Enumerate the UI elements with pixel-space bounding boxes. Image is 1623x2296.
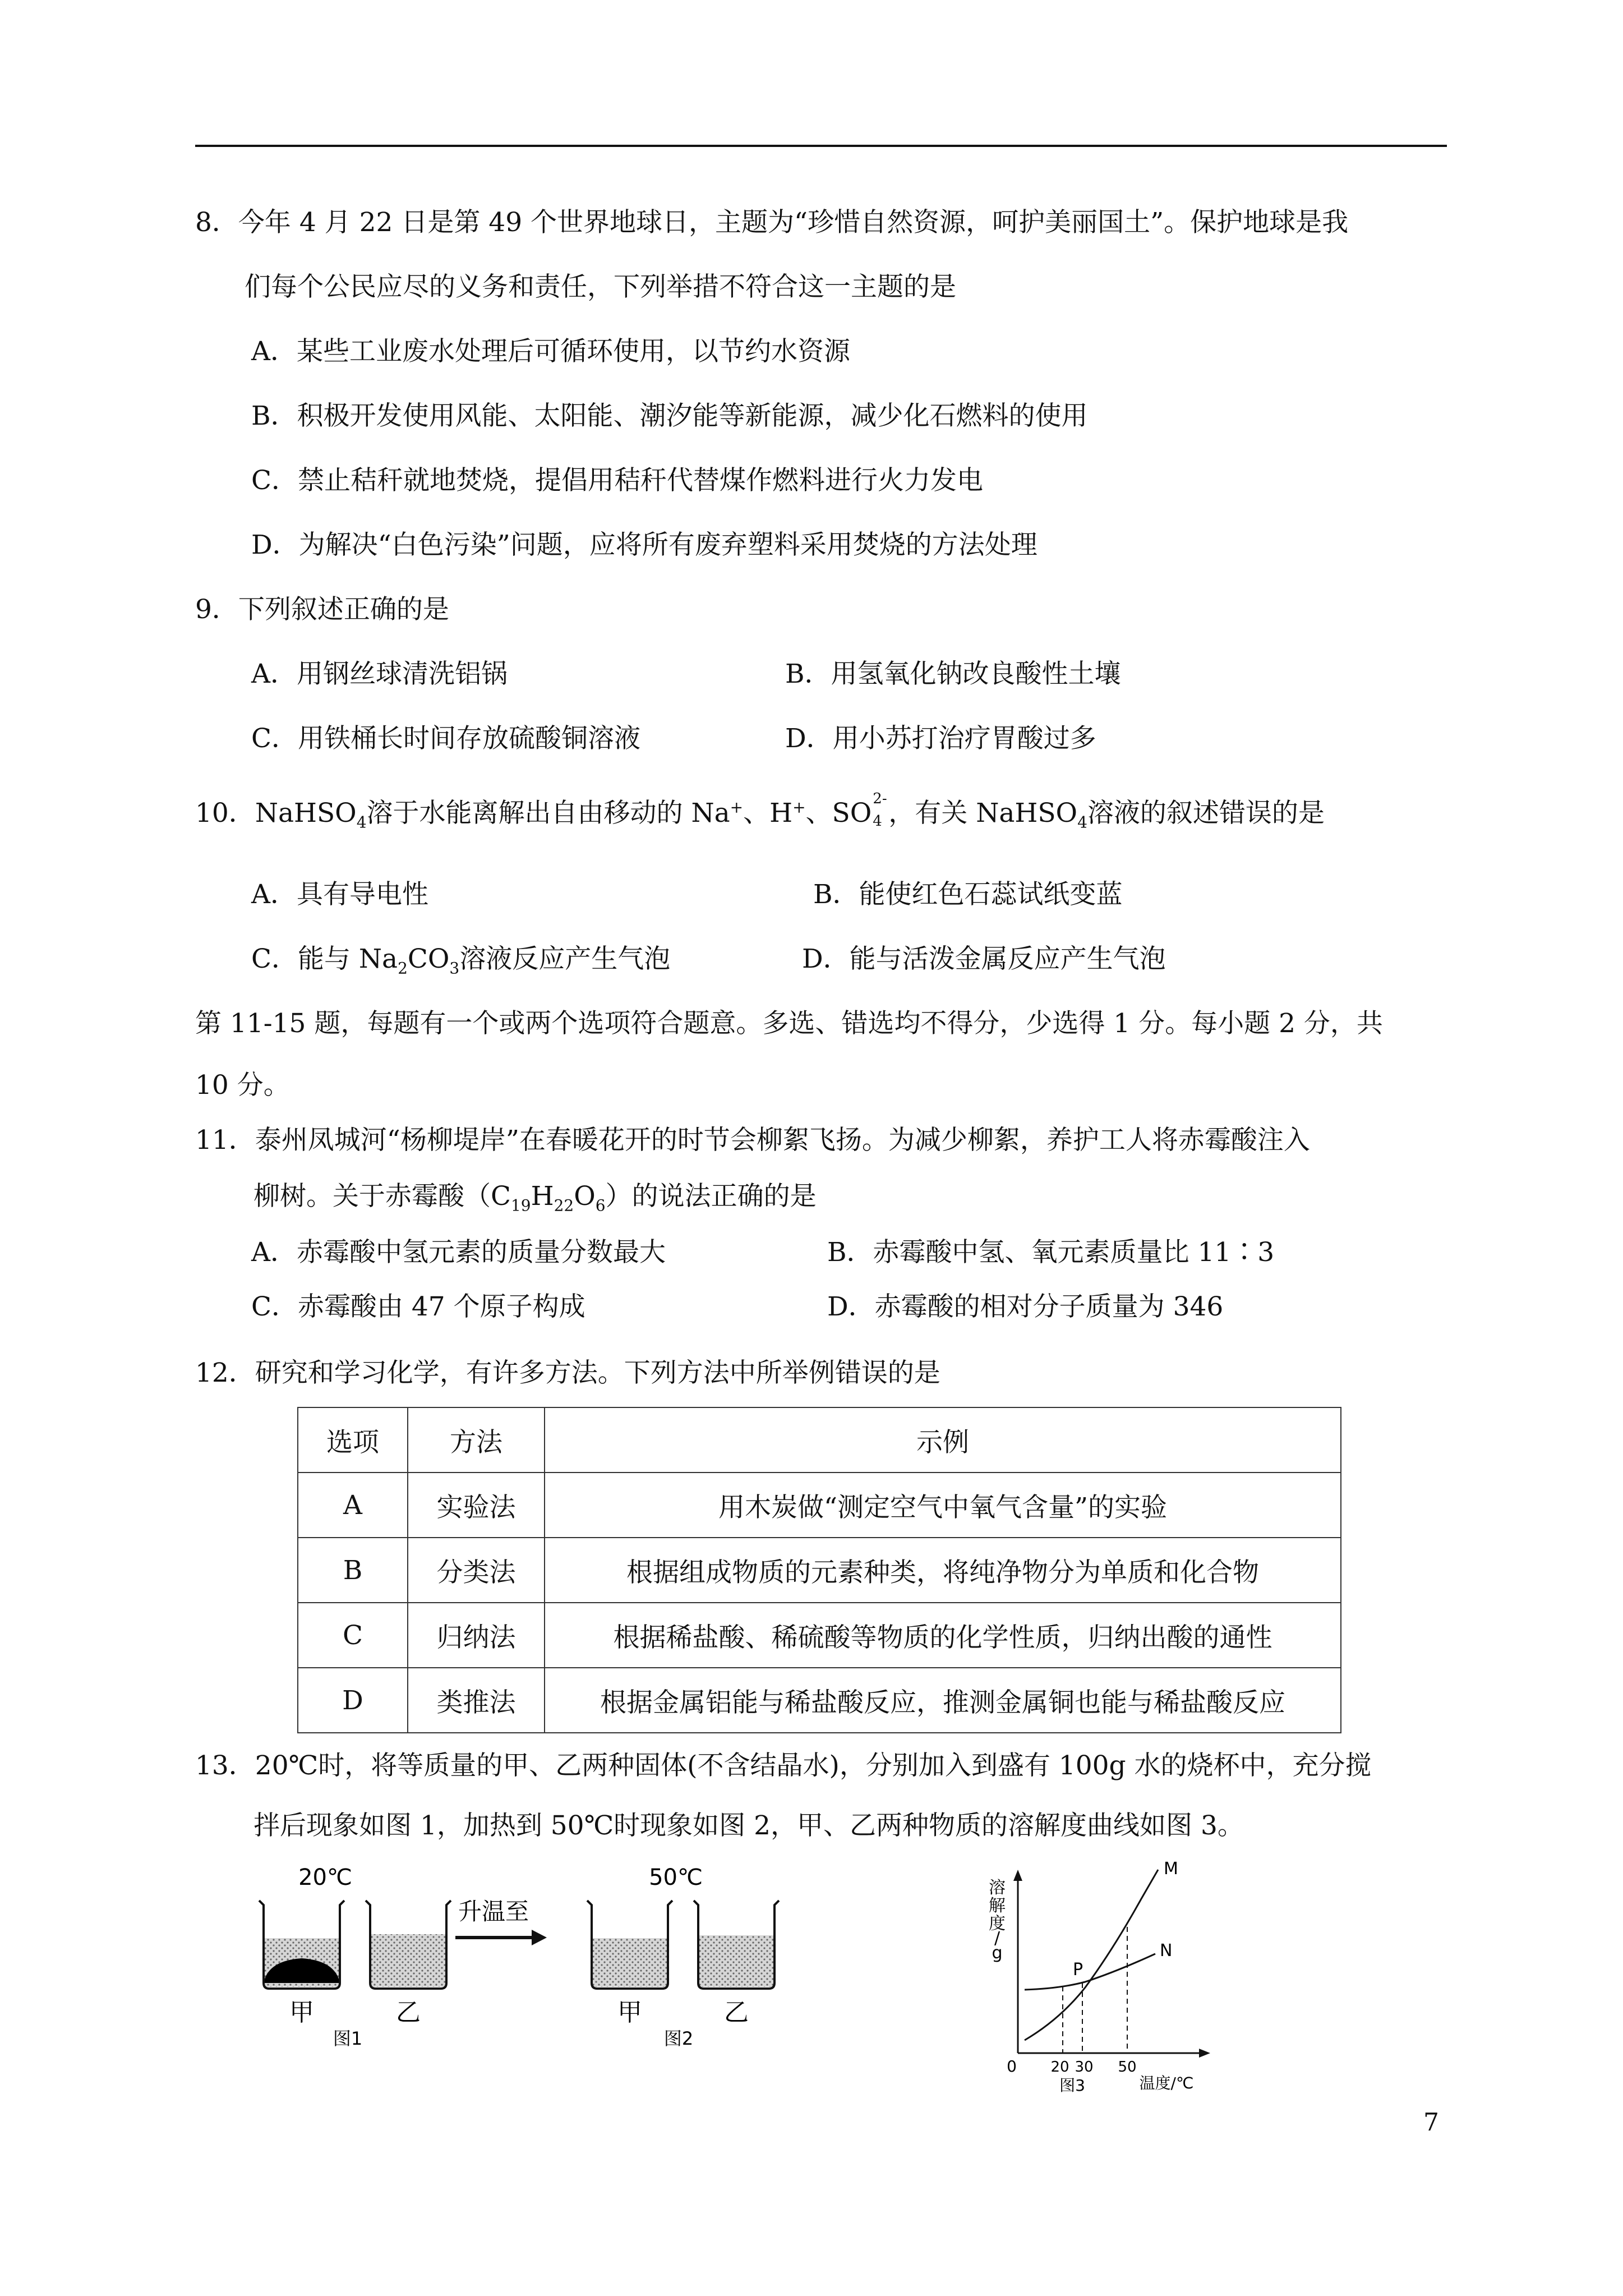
y-axis <box>1013 1870 1022 2053</box>
q11-stem-line2: 柳树。关于赤霉酸$(C_{19}H_{22}O_6)$的说法正确的是 <box>253 1181 817 1215</box>
beaker-label-jia: 甲 <box>289 1998 314 2027</box>
figure-2-caption: 图2 <box>663 2028 694 2049</box>
table-cell: 根据稀盐酸、稀硫酸等物质的化学性质，归纳出酸的通性 <box>545 1603 1341 1668</box>
q10-option-a: A．具有导电性 <box>251 879 428 910</box>
beaker-label-yi: 乙 <box>724 1998 749 2027</box>
figure-3-caption: 图3 <box>1059 2076 1085 2095</box>
table-cell: A <box>298 1473 408 1538</box>
section-instruction-line1: 第 11-15 题，每题有一个或两个选项符合题意。多选、错选均不得分，少选得 1 分。每小题 2 分，共 <box>195 1008 1383 1039</box>
table-row <box>298 1473 1341 1538</box>
q9-option-a: A．用钢丝球清洗铝锅 <box>251 659 508 689</box>
q8-option-a: A．某些工业废水处理后可循环使用，以节约水资源 <box>251 336 850 367</box>
q10-option-c: C．能与 $Na_2CO_3$溶液反应产生气泡 <box>251 944 671 978</box>
svg-text:溶: 溶 <box>989 1878 1006 1898</box>
table-cell: C <box>298 1603 408 1668</box>
x-axis <box>1018 2049 1210 2058</box>
temperature-label-50: 50℃ <box>649 1868 703 1890</box>
q8-stem-line2: 们每个公民应尽的义务和责任，下列举措不符合这一主题的是 <box>245 272 956 302</box>
curve-m-label: M <box>1164 1860 1178 1879</box>
header-cell: 选项 <box>298 1407 408 1473</box>
svg-text:解: 解 <box>989 1896 1006 1916</box>
x-tick-label: 50 <box>1118 2059 1137 2076</box>
section-instruction-line2: 10 分。 <box>195 1070 290 1101</box>
q10-option-b: B．能使红色石蕊试纸变蓝 <box>813 879 1123 910</box>
page-number: 7 <box>1423 2108 1439 2137</box>
temperature-label-20: 20℃ <box>298 1868 352 1890</box>
table-row <box>298 1603 1341 1668</box>
table-cell: 用木炭做“测定空气中氧气含量”的实验 <box>545 1473 1341 1538</box>
header-cell: 示例 <box>545 1407 1341 1473</box>
table-cell: B <box>298 1538 408 1603</box>
svg-text:度: 度 <box>989 1914 1006 1934</box>
q8-stem-line1: 8．今年 4 月 22 日是第 49 个世界地球日，主题为“珍惜自然资源，呵护美丽国土”。保护地球是我 <box>195 207 1349 238</box>
table-cell: 根据组成物质的元素种类，将纯净物分为单质和化合物 <box>545 1538 1341 1603</box>
table-header-row <box>298 1407 1341 1473</box>
table-cell: 实验法 <box>408 1473 545 1538</box>
arrow-label: 升温至 <box>458 1898 529 1925</box>
table-cell: 类推法 <box>408 1668 545 1733</box>
q9-option-d: D．用小苏打治疗胃酸过多 <box>785 723 1096 754</box>
beaker-jia-fig1 <box>259 1901 344 1989</box>
heating-arrow-icon <box>455 1930 547 1945</box>
point-p-label: P <box>1073 1960 1083 1980</box>
table-cell: 根据金属铝能与稀盐酸反应，推测金属铜也能与稀盐酸反应 <box>545 1668 1341 1733</box>
q8-option-c: C．禁止秸秆就地焚烧，提倡用秸秆代替煤作燃料进行火力发电 <box>251 465 983 496</box>
q13-stem-line1: 13．20℃时，将等质量的甲、乙两种固体(不含结晶水)，分别加入到盛有 100g 水的烧杯中，充分搅 <box>195 1750 1372 1781</box>
table-row <box>298 1538 1341 1603</box>
x-axis-label: 温度/℃ <box>1139 2074 1194 2092</box>
q11-option-c: C．赤霉酸由 47 个原子构成 <box>251 1291 585 1322</box>
x-tick-label: 20 <box>1050 2059 1069 2076</box>
q10-stem: 10．NaHSO$_4$溶于水能离解出自由移动的 Na+、H+、SO 2- 4 ，有关 NaHSO$_4$溶液的叙述错误的是 <box>195 790 1325 832</box>
q12-stem: 12．研究和学习化学，有许多方法。下列方法中所举例错误的是 <box>195 1358 940 1388</box>
header-cell: 方法 <box>408 1407 545 1473</box>
q11-option-d: D．赤霉酸的相对分子质量为 346 <box>827 1291 1224 1322</box>
q8-option-b: B．积极开发使用风能、太阳能、潮汐能等新能源，减少化石燃料的使用 <box>251 401 1088 431</box>
table-cell: D <box>298 1668 408 1733</box>
q9-stem: 9．下列叙述正确的是 <box>195 594 449 625</box>
q11-stem-line1: 11．泰州凤城河“杨柳堤岸”在春暖花开的时节会柳絮飞扬。为减少柳絮，养护工人将赤霉酸注入 <box>195 1125 1310 1156</box>
q8-option-d: D．为解决“白色污染”问题，应将所有废弃塑料采用焚烧的方法处理 <box>251 530 1038 560</box>
q13-stem-line2: 拌后现象如图 1，加热到 50℃时现象如图 2，甲、乙两种物质的溶解度曲线如图 3。 <box>253 1810 1244 1841</box>
curve-n-label: N <box>1160 1941 1173 1961</box>
header-rule <box>195 145 1447 147</box>
y-axis-label <box>989 1878 1006 1963</box>
beaker-yi-fig1 <box>366 1901 451 1989</box>
x-tick-label: 30 <box>1075 2059 1094 2076</box>
q9-option-c: C．用铁桶长时间存放硫酸铜溶液 <box>251 723 640 754</box>
svg-text:/: / <box>994 1929 1000 1948</box>
q12-methods-table <box>297 1407 1341 1733</box>
curve-n <box>1025 1954 1155 1990</box>
q11-option-b: B．赤霉酸中氢、氧元素质量比 11∶3 <box>827 1237 1275 1268</box>
table-cell: 分类法 <box>408 1538 545 1603</box>
figure-1-caption: 图1 <box>333 2028 363 2049</box>
beaker-jia-fig2 <box>587 1901 672 1989</box>
q10-option-d: D．能与活泼金属反应产生气泡 <box>802 944 1166 974</box>
table-row <box>298 1668 1341 1733</box>
curve-m <box>1025 1870 1158 2040</box>
table-cell: 归纳法 <box>408 1603 545 1668</box>
origin-label: 0 <box>1007 2057 1017 2076</box>
q11-option-a: A．赤霉酸中氢元素的质量分数最大 <box>251 1237 666 1268</box>
q9-option-b: B．用氢氧化钠改良酸性土壤 <box>785 659 1121 689</box>
dashed-guide-lines <box>1063 1927 1127 2053</box>
beaker-figures <box>247 1868 830 2053</box>
beaker-label-jia: 甲 <box>617 1998 642 2027</box>
svg-text:g: g <box>992 1943 1003 1963</box>
beaker-label-yi: 乙 <box>396 1998 421 2027</box>
solubility-curve-figure <box>976 1860 1234 2106</box>
beaker-yi-fig2 <box>694 1901 779 1989</box>
